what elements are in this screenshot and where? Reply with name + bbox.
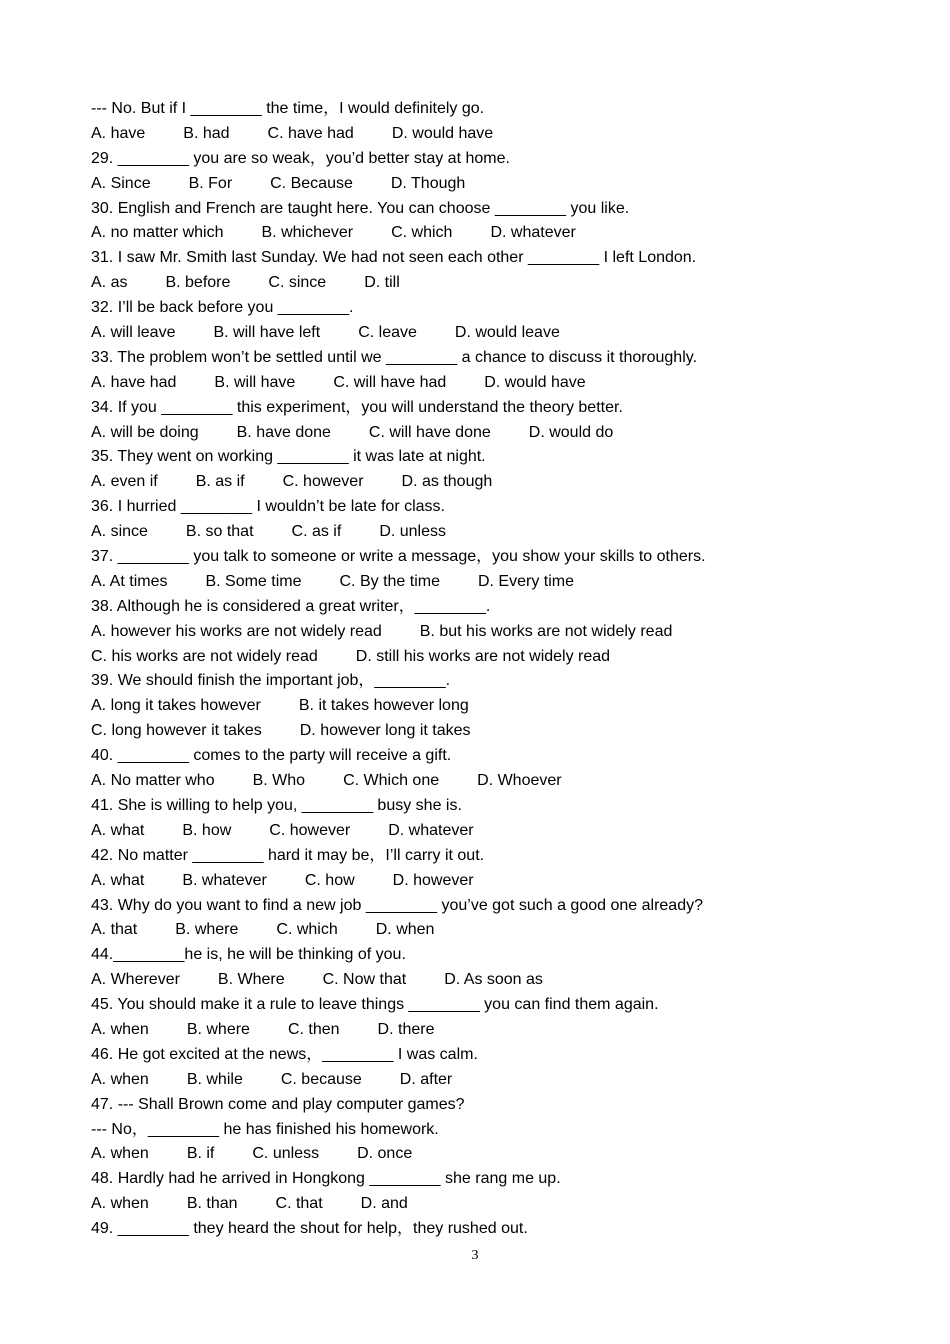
options-line bbox=[91, 172, 891, 197]
options-line bbox=[91, 769, 891, 794]
answer-option: D. as though bbox=[401, 473, 493, 491]
answer-option: C. however bbox=[269, 821, 351, 839]
options-line bbox=[91, 918, 891, 943]
options-line bbox=[91, 968, 891, 993]
answer-option: B. where bbox=[186, 1020, 250, 1038]
answer-option: D. whatever bbox=[388, 821, 474, 839]
answer-option: D. still his works are not widely read bbox=[355, 647, 611, 665]
options-line bbox=[91, 271, 891, 296]
answer-option: D. would do bbox=[528, 423, 614, 441]
document-body bbox=[91, 97, 891, 1242]
answer-option: A. when bbox=[91, 1070, 149, 1088]
answer-option: A. have had bbox=[91, 373, 177, 391]
question-line: 29. ________ you are so weak，you’d better stay at home. bbox=[91, 149, 510, 167]
answer-option: D. Though bbox=[390, 174, 466, 192]
question-line: 41. She is willing to help you, ________ busy she is. bbox=[91, 796, 462, 814]
question-line: 43. Why do you want to find a new job ________ you’ve got such a good one already? bbox=[91, 896, 703, 914]
answer-option: B. if bbox=[186, 1145, 215, 1163]
options-line bbox=[91, 470, 891, 495]
answer-option: D. would have bbox=[484, 373, 586, 391]
answer-option: A. when bbox=[91, 1020, 149, 1038]
question-line: 33. The problem won’t be settled until we ________ a chance to discuss it thoroughly. bbox=[91, 348, 698, 366]
answer-option: A. Since bbox=[91, 174, 151, 192]
options-line bbox=[91, 1192, 891, 1217]
answer-option: D. there bbox=[377, 1020, 435, 1038]
question-line: 36. I hurried ________ I wouldn’t be late for class. bbox=[91, 498, 445, 516]
page-number: 3 bbox=[471, 1248, 479, 1263]
answer-option: C. long however it takes bbox=[91, 722, 262, 740]
answer-option: B. will have left bbox=[213, 324, 321, 342]
answer-option: D. would leave bbox=[454, 324, 560, 342]
answer-option: C. leave bbox=[358, 324, 417, 342]
answer-option: D. however bbox=[392, 871, 474, 889]
question-line: 47. --- Shall Brown come and play computer games? bbox=[91, 1095, 465, 1113]
answer-option: B. will have bbox=[214, 373, 296, 391]
answer-option: D. till bbox=[364, 274, 400, 292]
answer-option: C. Now that bbox=[322, 971, 407, 989]
answer-option: C. Because bbox=[270, 174, 353, 192]
question-line: 40. ________ comes to the party will receive a gift. bbox=[91, 747, 452, 765]
question-line: 38. Although he is considered a great writer，________. bbox=[91, 597, 491, 615]
options-line bbox=[91, 122, 891, 147]
answer-option: B. but his works are not widely read bbox=[419, 622, 673, 640]
question-line: 31. I saw Mr. Smith last Sunday. We had not seen each other ________ I left London. bbox=[91, 249, 697, 267]
answer-option: A. what bbox=[91, 871, 145, 889]
answer-option: B. had bbox=[183, 124, 230, 142]
answer-option: D. Every time bbox=[477, 572, 574, 590]
options-line bbox=[91, 221, 891, 246]
answer-option: B. Where bbox=[217, 971, 285, 989]
question-line: 32. I’ll be back before you ________. bbox=[91, 299, 354, 317]
answer-option: A. that bbox=[91, 921, 138, 939]
options-line bbox=[91, 1068, 891, 1093]
options-line bbox=[91, 819, 891, 844]
answer-option: D. Whoever bbox=[477, 772, 562, 790]
answer-option: B. it takes however long bbox=[298, 697, 469, 715]
question-line: 49. ________ they heard the shout for help，they rushed out. bbox=[91, 1220, 528, 1238]
answer-option: D. when bbox=[375, 921, 435, 939]
answer-option: A. when bbox=[91, 1195, 149, 1213]
answer-option: A. No matter who bbox=[91, 772, 215, 790]
question-line: 30. English and French are taught here. You can choose ________ you like. bbox=[91, 199, 630, 217]
answer-option: A. however his works are not widely read bbox=[91, 622, 382, 640]
answer-option: A. At times bbox=[91, 572, 168, 590]
answer-option: D. whatever bbox=[490, 224, 576, 242]
question-line: 39. We should finish the important job，________. bbox=[91, 672, 451, 690]
question-line: 42. No matter ________ hard it may be，I’ll carry it out. bbox=[91, 846, 485, 864]
options-line bbox=[91, 1142, 891, 1167]
answer-option: C. will have had bbox=[333, 373, 447, 391]
answer-option: D. and bbox=[360, 1195, 408, 1213]
answer-option: C. however bbox=[282, 473, 364, 491]
answer-option: C. unless bbox=[252, 1145, 320, 1163]
options-line bbox=[91, 869, 891, 894]
answer-option: D. once bbox=[357, 1145, 413, 1163]
answer-option: C. then bbox=[287, 1020, 340, 1038]
question-line: 34. If you ________ this experiment，you will understand the theory better. bbox=[91, 398, 623, 416]
options-line bbox=[91, 1018, 891, 1043]
options-line bbox=[91, 570, 891, 595]
answer-option: D. would have bbox=[391, 124, 494, 142]
answer-option: B. before bbox=[165, 274, 231, 292]
answer-option: B. where bbox=[175, 921, 239, 939]
answer-option: C. which bbox=[391, 224, 453, 242]
answer-option: B. as if bbox=[195, 473, 245, 491]
answer-option: C. that bbox=[275, 1195, 323, 1213]
question-line: 35. They went on working ________ it was late at night. bbox=[91, 448, 486, 466]
options-line bbox=[91, 719, 891, 744]
answer-option: A. even if bbox=[91, 473, 158, 491]
answer-option: A. as bbox=[91, 274, 128, 292]
answer-option: C. which bbox=[276, 921, 338, 939]
question-line: 37. ________ you talk to someone or write a message，you show your skills to others. bbox=[91, 548, 706, 566]
answer-option: B. while bbox=[186, 1070, 243, 1088]
question-line: 48. Hardly had he arrived in Hongkong ________ she rang me up. bbox=[91, 1170, 561, 1188]
options-line bbox=[91, 620, 891, 645]
options-line bbox=[91, 321, 891, 346]
answer-option: C. have had bbox=[267, 124, 354, 142]
question-line: --- No. But if I ________ the time，I would definitely go. bbox=[91, 100, 485, 117]
answer-option: C. By the time bbox=[339, 572, 440, 590]
answer-option: C. his works are not widely read bbox=[91, 647, 318, 665]
answer-option: A. Wherever bbox=[91, 971, 180, 989]
answer-option: D. unless bbox=[379, 523, 447, 541]
answer-option: C. since bbox=[268, 274, 327, 292]
question-line: 46. He got excited at the news，________ I was calm. bbox=[91, 1045, 478, 1063]
options-line bbox=[91, 694, 891, 719]
question-line: --- No，________ he has finished his homework. bbox=[91, 1120, 439, 1138]
answer-option: A. will be doing bbox=[91, 423, 199, 441]
answer-option: A. no matter which bbox=[91, 224, 224, 242]
answer-option: B. how bbox=[182, 821, 232, 839]
answer-option: B. whatever bbox=[182, 871, 267, 889]
options-line bbox=[91, 421, 891, 446]
answer-option: A. what bbox=[91, 821, 145, 839]
question-line: 45. You should make it a rule to leave things ________ you can find them again. bbox=[91, 996, 659, 1014]
answer-option: B. For bbox=[188, 174, 233, 192]
answer-option: B. Some time bbox=[205, 572, 302, 590]
answer-option: B. so that bbox=[185, 523, 254, 541]
answer-option: A. since bbox=[91, 523, 148, 541]
answer-option: C. as if bbox=[291, 523, 342, 541]
answer-option: D. As soon as bbox=[444, 971, 543, 989]
answer-option: A. when bbox=[91, 1145, 149, 1163]
answer-option: C. how bbox=[304, 871, 355, 889]
question-line: 44.________he is, he will be thinking of you. bbox=[91, 946, 406, 964]
answer-option: D. however long it takes bbox=[299, 722, 471, 740]
answer-option: A. long it takes however bbox=[91, 697, 261, 715]
answer-option: B. than bbox=[186, 1195, 238, 1213]
answer-option: C. because bbox=[280, 1070, 362, 1088]
answer-option: B. have done bbox=[236, 423, 331, 441]
answer-option: C. Which one bbox=[343, 772, 440, 790]
answer-option: A. will leave bbox=[91, 324, 176, 342]
answer-option: B. whichever bbox=[261, 224, 354, 242]
answer-option: A. have bbox=[91, 124, 146, 142]
options-line bbox=[91, 520, 891, 545]
options-line bbox=[91, 371, 891, 396]
answer-option: B. Who bbox=[252, 772, 306, 790]
options-line bbox=[91, 645, 891, 670]
answer-option: D. after bbox=[399, 1070, 453, 1088]
answer-option: C. will have done bbox=[368, 423, 491, 441]
